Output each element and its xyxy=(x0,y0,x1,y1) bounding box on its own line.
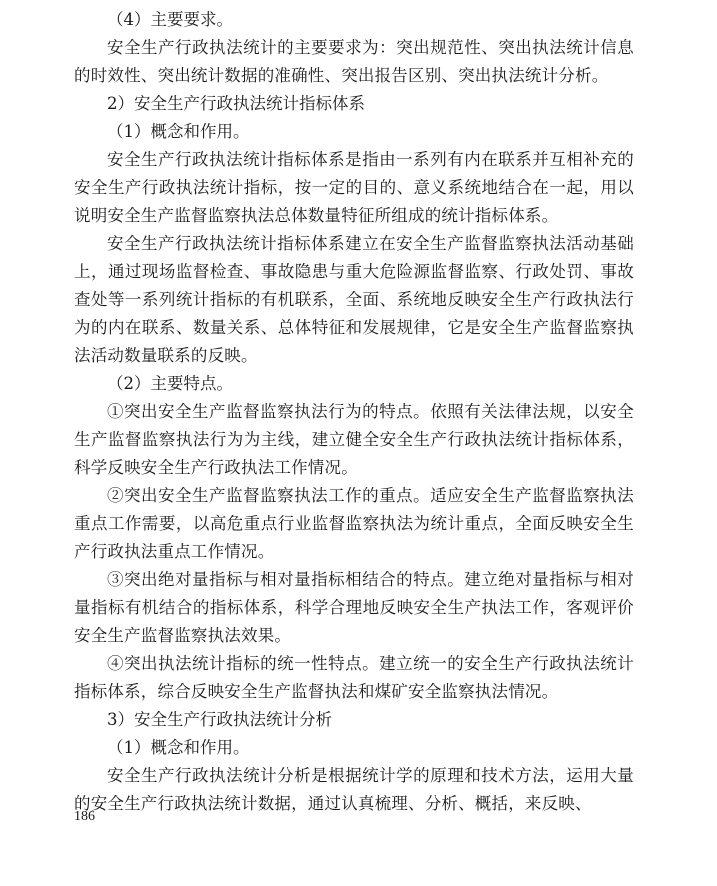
heading-concept-and-role-2: （1）概念和作用。 xyxy=(107,738,250,757)
paragraph: 安全生产行政执法统计分析是根据统计学的原理和技术方法，运用大量的安全生产行政执法统计数据，通过认真梳理、分析、概括，来反映、 xyxy=(74,766,634,813)
paragraph: 安全生产行政执法统计的主要要求为：突出规范性、突出执法统计信息的时效性、突出统计数据的准确性、突出报告区别、突出执法统计分析。 xyxy=(74,38,634,85)
heading-main-features: （2）主要特点。 xyxy=(107,374,233,393)
heading-main-requirements: （4）主要要求。 xyxy=(107,10,233,29)
paragraph: 安全生产行政执法统计指标体系建立在安全生产监督监察执法活动基础上，通过现场监督检查、事故隐患与重大危险源监督监察、行政处罚、事故查处等一系列统计指标的有机联系，全面、系统地反映安全生产行政执法行为的内在联系、数量关系、总体特征和发展规律，它是安全生产监督监察执法活动数量联系的反映。 xyxy=(74,234,634,365)
list-item-feature-2: ②突出安全生产监督监察执法工作的重点。适应安全生产监督监察执法重点工作需要，以高危重点行业监督监察执法为统计重点，全面反映安全生产行政执法重点工作情况。 xyxy=(74,486,634,561)
list-item-feature-4: ④突出执法统计指标的统一性特点。建立统一的安全生产行政执法统计指标体系，综合反映安全生产监督执法和煤矿安全监察执法情况。 xyxy=(74,654,634,701)
page-body xyxy=(74,6,634,818)
paragraph: 安全生产行政执法统计指标体系是指由一系列有内在联系并互相补充的安全生产行政执法统计指标，按一定的目的、意义系统地结合在一起，用以说明安全生产监督监察执法总体数量特征所组成的统计指标体系。 xyxy=(74,150,634,225)
list-item-feature-1: ①突出安全生产监督监察执法行为的特点。依照有关法律法规，以安全生产监督监察执法行为为主线，建立健全安全生产行政执法统计指标体系，科学反映安全生产行政执法工作情况。 xyxy=(74,402,634,477)
page-number: 186 xyxy=(74,809,95,824)
section-heading-statistical-analysis: 3）安全生产行政执法统计分析 xyxy=(107,710,332,729)
list-item-feature-3: ③突出绝对量指标与相对量指标相结合的特点。建立绝对量指标与相对量指标有机结合的指标体系，科学合理地反映安全生产执法工作，客观评价安全生产监督监察执法效果。 xyxy=(74,570,634,645)
heading-concept-and-role: （1）概念和作用。 xyxy=(107,122,250,141)
section-heading-indicator-system: 2）安全生产行政执法统计指标体系 xyxy=(107,94,365,113)
